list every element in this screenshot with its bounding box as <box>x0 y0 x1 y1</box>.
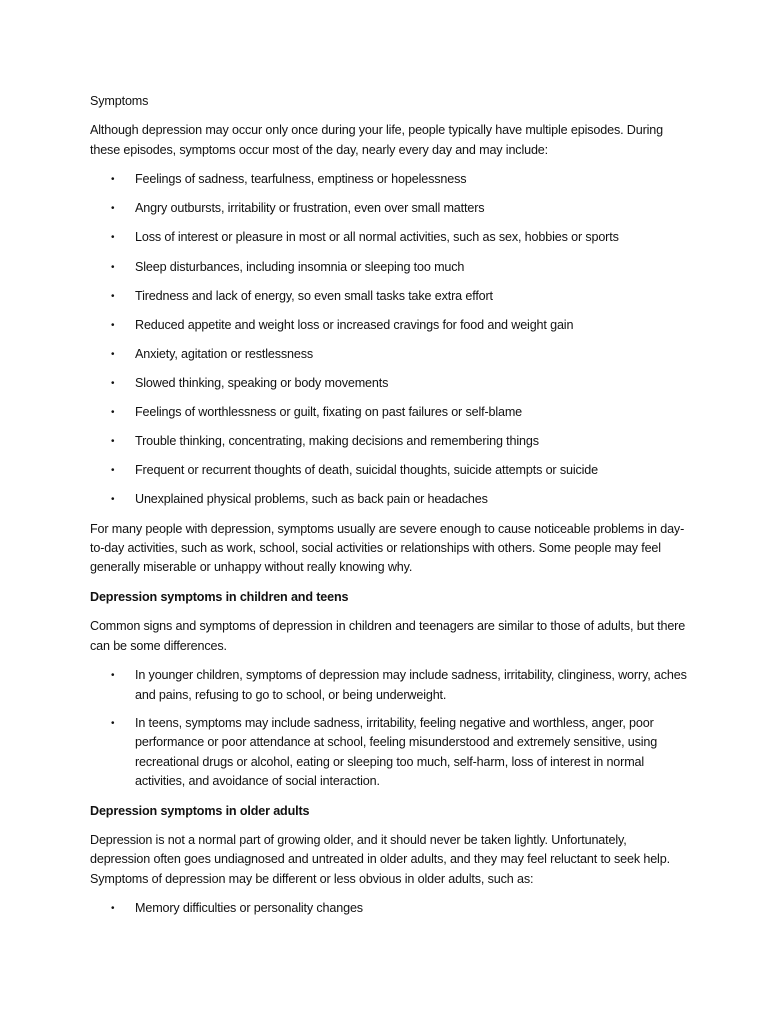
list-item: • Slowed thinking, speaking or body movements <box>90 374 690 393</box>
children-intro-paragraph: Common signs and symptoms of depression in children and teenagers are similar to those of adults, but there can be some differences. <box>90 619 686 653</box>
older-intro-paragraph: Depression is not a normal part of growing older, and it should never be taken lightly. Unfortunately, depression often goes undiagnosed and untreated in older adults, and they may feel reluctant to seek help. Symptoms of depression may be different or less obvious in older adults, such as: <box>90 832 670 886</box>
older-bullet-list <box>90 899 690 918</box>
list-item: • Angry outbursts, irritability or frustration, even over small matters <box>90 199 690 218</box>
bullet-icon: • <box>111 436 115 448</box>
list-item: • In younger children, symptoms of depression may include sadness, irritability, clinginess, worry, aches and pains, refusing to go to school, or being underweight. <box>111 668 687 702</box>
bullet-icon: • <box>111 465 115 477</box>
bullet-icon: • <box>111 494 115 506</box>
list-item: • In teens, symptoms may include sadness, irritability, feeling negative and worthless, anger, poor performance or poor attendance at school, feeling misunderstood and extremely sensitive, using recreational drugs or alcohol, eating or sleeping too much, self-harm, loss of interest in normal activities, and avoidance of social interaction. <box>111 715 658 789</box>
list-item: • Sleep disturbances, including insomnia or sleeping too much <box>90 258 690 277</box>
section-heading-children-teens: Depression symptoms in children and teens <box>90 589 349 604</box>
list-item: • Anxiety, agitation or restlessness <box>90 345 690 364</box>
bullet-icon: • <box>111 903 115 915</box>
list-item: • Memory difficulties or personality changes <box>90 899 690 918</box>
list-item: • Tiredness and lack of energy, so even small tasks take extra effort <box>90 287 690 306</box>
symptoms-intro-paragraph: Although depression may occur only once during your life, people typically have multiple episodes. During these episodes, symptoms occur most of the day, nearly every day and may include: <box>90 123 663 157</box>
children-bullet-list <box>90 666 690 791</box>
section-heading-older-adults: Depression symptoms in older adults <box>90 803 310 818</box>
bullet-icon: • <box>111 348 115 360</box>
bullet-icon: • <box>111 377 115 389</box>
bullet-icon: • <box>111 203 115 215</box>
bullet-icon: • <box>111 290 115 302</box>
list-item: • Loss of interest or pleasure in most or all normal activities, such as sex, hobbies or sports <box>90 228 690 247</box>
bullet-icon: • <box>111 261 115 273</box>
symptoms-outro-paragraph: For many people with depression, symptoms usually are severe enough to cause noticeable problems in day-to-day activities, such as work, school, social activities or relationships with others. Some people may feel generally miserable or unhappy without really knowing why. <box>90 521 685 575</box>
list-item: • Feelings of sadness, tearfulness, emptiness or hopelessness <box>90 170 690 189</box>
list-item: • Reduced appetite and weight loss or increased cravings for food and weight gain <box>90 316 690 335</box>
bullet-icon: • <box>111 406 115 418</box>
list-item: • Unexplained physical problems, such as back pain or headaches <box>90 490 690 509</box>
list-item: • Frequent or recurrent thoughts of death, suicidal thoughts, suicide attempts or suicide <box>90 461 690 480</box>
bullet-icon: • <box>111 174 115 186</box>
section-heading-symptoms: Symptoms <box>90 94 149 108</box>
list-item: • Feelings of worthlessness or guilt, fixating on past failures or self-blame <box>90 403 690 422</box>
bullet-icon: • <box>111 232 115 244</box>
bullet-icon: • <box>111 717 115 729</box>
document-body <box>90 92 690 929</box>
bullet-icon: • <box>111 670 115 682</box>
list-item: • Trouble thinking, concentrating, making decisions and remembering things <box>90 432 690 451</box>
symptoms-bullet-list <box>90 170 690 509</box>
bullet-icon: • <box>111 319 115 331</box>
